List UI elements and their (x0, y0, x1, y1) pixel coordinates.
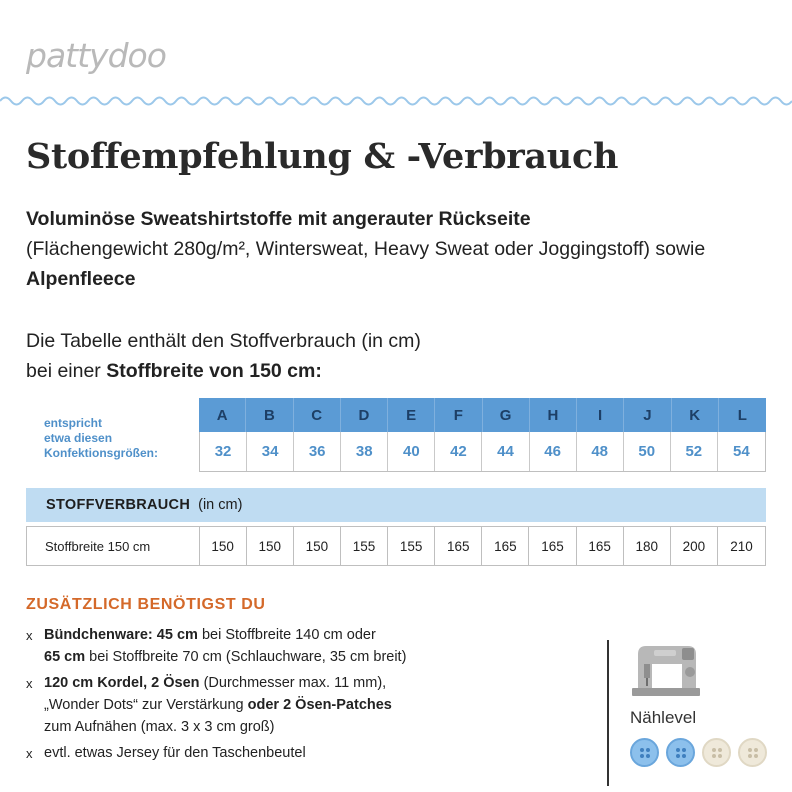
item-bold: 65 cm (44, 649, 86, 665)
item-text: evtl. etwas Jersey für den Taschenbeutel (44, 745, 306, 761)
item-bold: Bündchenware: 45 cm (44, 627, 198, 643)
size-letter: I (577, 398, 624, 432)
size-number: 50 (624, 432, 671, 471)
intro-line2-bold: Stoffbreite von 150 cm: (106, 360, 322, 382)
size-letter: G (483, 398, 530, 432)
size-number: 40 (388, 432, 435, 471)
size-letter: H (530, 398, 577, 432)
size-number: 42 (435, 432, 482, 471)
brand-logo: pattydoo (26, 36, 166, 75)
size-number-row (199, 432, 766, 472)
consumption-unit: (in cm) (198, 497, 243, 513)
size-number: 44 (482, 432, 529, 471)
fabric-tail: Alpenfleece (26, 268, 136, 290)
size-letter: J (624, 398, 671, 432)
level-button-filled-icon (666, 738, 695, 767)
size-number: 38 (341, 432, 388, 471)
item-bold: oder 2 Ösen-Patches (247, 697, 392, 713)
size-number: 52 (671, 432, 718, 471)
consumption-value: 210 (730, 538, 753, 554)
fabric-lead: Voluminöse Sweatshirtstoffe mit angerauter Rückseite (26, 208, 531, 230)
consumption-heading (26, 488, 766, 522)
size-letter: E (388, 398, 435, 432)
list-item (26, 742, 586, 765)
size-letter-row (199, 398, 766, 432)
size-letter: C (294, 398, 341, 432)
fabric-recommendation (26, 204, 766, 294)
item-text: bei Stoffbreite 140 cm oder (197, 627, 376, 643)
level-button-empty-icon (702, 738, 731, 767)
consumption-value: 150 (200, 527, 247, 565)
wave-divider (0, 92, 792, 110)
size-number: 46 (530, 432, 577, 471)
page-title: Stoffempfehlung & -Verbrauch (26, 136, 619, 177)
level-button-empty-icon (738, 738, 767, 767)
size-label-line: etwa diesen (44, 431, 113, 445)
size-letter: F (435, 398, 482, 432)
size-table-label (44, 416, 158, 461)
size-letter: L (737, 406, 747, 424)
consumption-title: STOFFVERBRAUCH (46, 497, 191, 513)
bullet-x: x (26, 676, 33, 691)
consumption-value: 155 (341, 527, 388, 565)
sewing-level-label: Nählevel (630, 708, 697, 727)
size-number: 32 (200, 432, 247, 471)
consumption-value: 200 (671, 527, 718, 565)
item-text: „Wonder Dots“ zur Verstärkung (44, 697, 248, 713)
consumption-value: 155 (388, 527, 435, 565)
consumption-value: 180 (624, 527, 671, 565)
size-label-line: entspricht (44, 416, 103, 430)
item-text: bei Stoffbreite 70 cm (Schlauchware, 35 cm breit) (85, 649, 407, 665)
consumption-value: 165 (529, 527, 576, 565)
size-number: 54 (733, 443, 750, 460)
size-label-line: Konfektionsgrößen: (44, 446, 158, 460)
size-number: 36 (294, 432, 341, 471)
consumption-value: 165 (482, 527, 529, 565)
table-intro (26, 326, 766, 386)
extras-list (26, 624, 586, 769)
level-button-filled-icon (630, 738, 659, 767)
bullet-x: x (26, 746, 33, 761)
size-number: 48 (577, 432, 624, 471)
sewing-level-indicator (630, 738, 767, 767)
extras-heading: ZUSÄTZLICH BENÖTIGST DU (26, 596, 266, 613)
fabric-detail: (Flächengewicht 280g/m², Wintersweat, Heavy Sweat oder Joggingstoff) sowie (26, 238, 706, 260)
sewing-machine-icon (630, 640, 702, 698)
consumption-value: 150 (294, 527, 341, 565)
size-letter: K (672, 398, 719, 432)
size-letter: A (199, 398, 246, 432)
size-letter: D (341, 398, 388, 432)
item-text: (Durchmesser max. 11 mm), (199, 675, 387, 691)
size-letter: B (246, 398, 293, 432)
list-item (26, 624, 586, 668)
consumption-row (26, 526, 766, 566)
size-number: 34 (247, 432, 294, 471)
item-bold: 120 cm Kordel, 2 Ösen (44, 675, 200, 691)
consumption-value: 165 (435, 527, 482, 565)
consumption-value: 150 (247, 527, 294, 565)
consumption-value: 165 (577, 527, 624, 565)
consumption-row-label: Stoffbreite 150 cm (27, 527, 200, 565)
intro-line2-pre: bei einer (26, 360, 107, 382)
item-text: zum Aufnähen (max. 3 x 3 cm groß) (44, 719, 275, 735)
divider-line (607, 640, 609, 786)
intro-line1: Die Tabelle enthält den Stoffverbrauch (in cm) (26, 330, 421, 352)
bullet-x: x (26, 628, 33, 643)
list-item (26, 672, 586, 738)
